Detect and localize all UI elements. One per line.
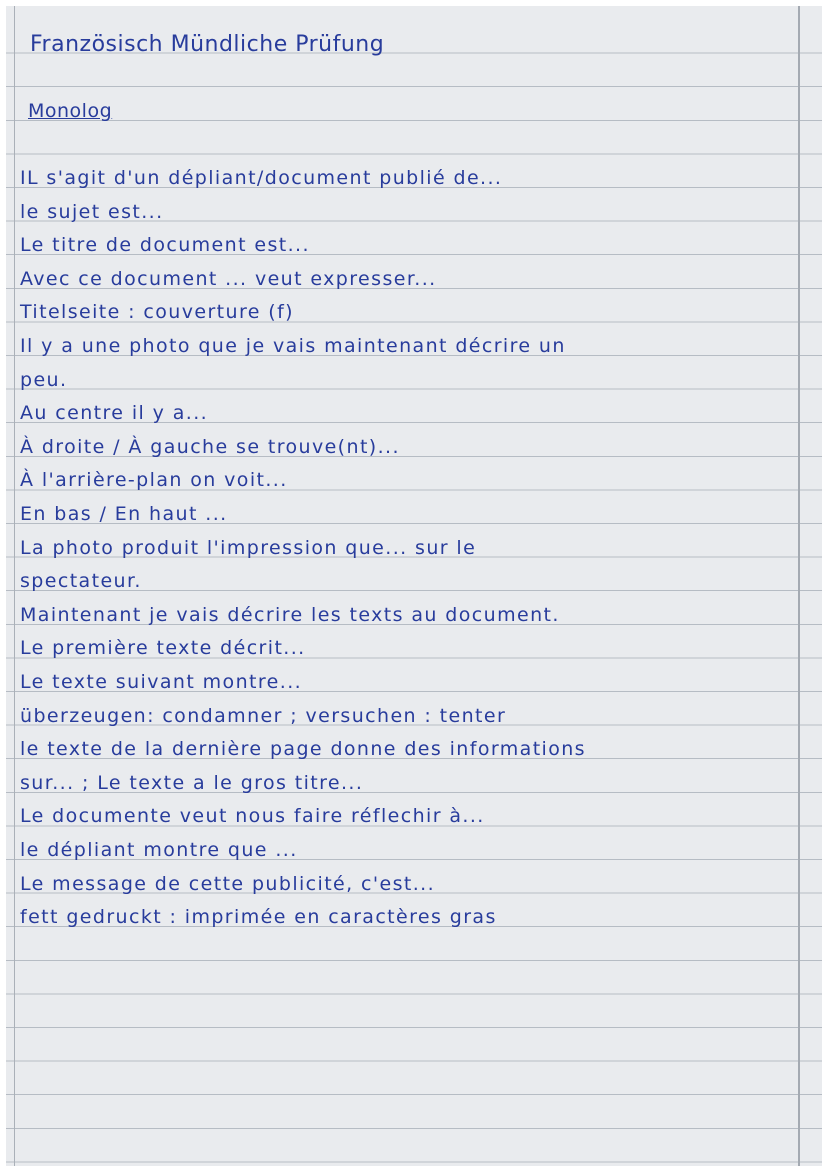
- note-line: Il y a une photo que je vais maintenant décrire un: [20, 335, 566, 357]
- note-line: fett gedruckt : imprimée en caractères gras: [20, 906, 497, 929]
- note-line: En bas / En haut ...: [20, 503, 228, 525]
- note-line: peu.: [20, 368, 68, 391]
- note-line: À droite / À gauche se trouve(nt)...: [20, 435, 400, 458]
- note-line: Le titre de document est...: [20, 234, 310, 257]
- right-margin-line: [798, 6, 800, 1166]
- note-line: La photo produit l'impression que... sur le: [20, 536, 477, 559]
- left-margin-line: [14, 6, 15, 1166]
- note-line: le dépliant montre que ...: [20, 839, 298, 861]
- note-line: Le texte suivant montre...: [20, 671, 303, 693]
- note-line: À l'arrière-plan on voit...: [20, 469, 288, 492]
- page-title: Französisch Mündliche Prüfung: [30, 32, 385, 57]
- note-line: Le message de cette publicité, c'est...: [20, 872, 436, 895]
- note-line: Le première texte décrit...: [20, 637, 306, 660]
- note-line: spectateur.: [20, 570, 142, 593]
- section-heading: Monolog: [28, 100, 113, 122]
- note-line: sur... ; Le texte a le gros titre...: [20, 771, 364, 794]
- note-line: le sujet est...: [20, 200, 164, 223]
- note-line: IL s'agit d'un dépliant/document publié de...: [20, 167, 503, 189]
- note-line: Le documente veut nous faire réflechir à...: [20, 805, 485, 828]
- note-line: Maintenant je vais décrire les texts au document.: [20, 603, 560, 626]
- note-line: überzeugen: condamner ; versuchen : tenter: [20, 704, 507, 727]
- note-line: Au centre il y a...: [20, 402, 209, 425]
- note-line: Titelseite : couverture (f): [20, 301, 294, 324]
- note-line: Avec ce document ... veut expresser...: [20, 267, 437, 290]
- note-line: le texte de la dernière page donne des informations: [20, 738, 586, 761]
